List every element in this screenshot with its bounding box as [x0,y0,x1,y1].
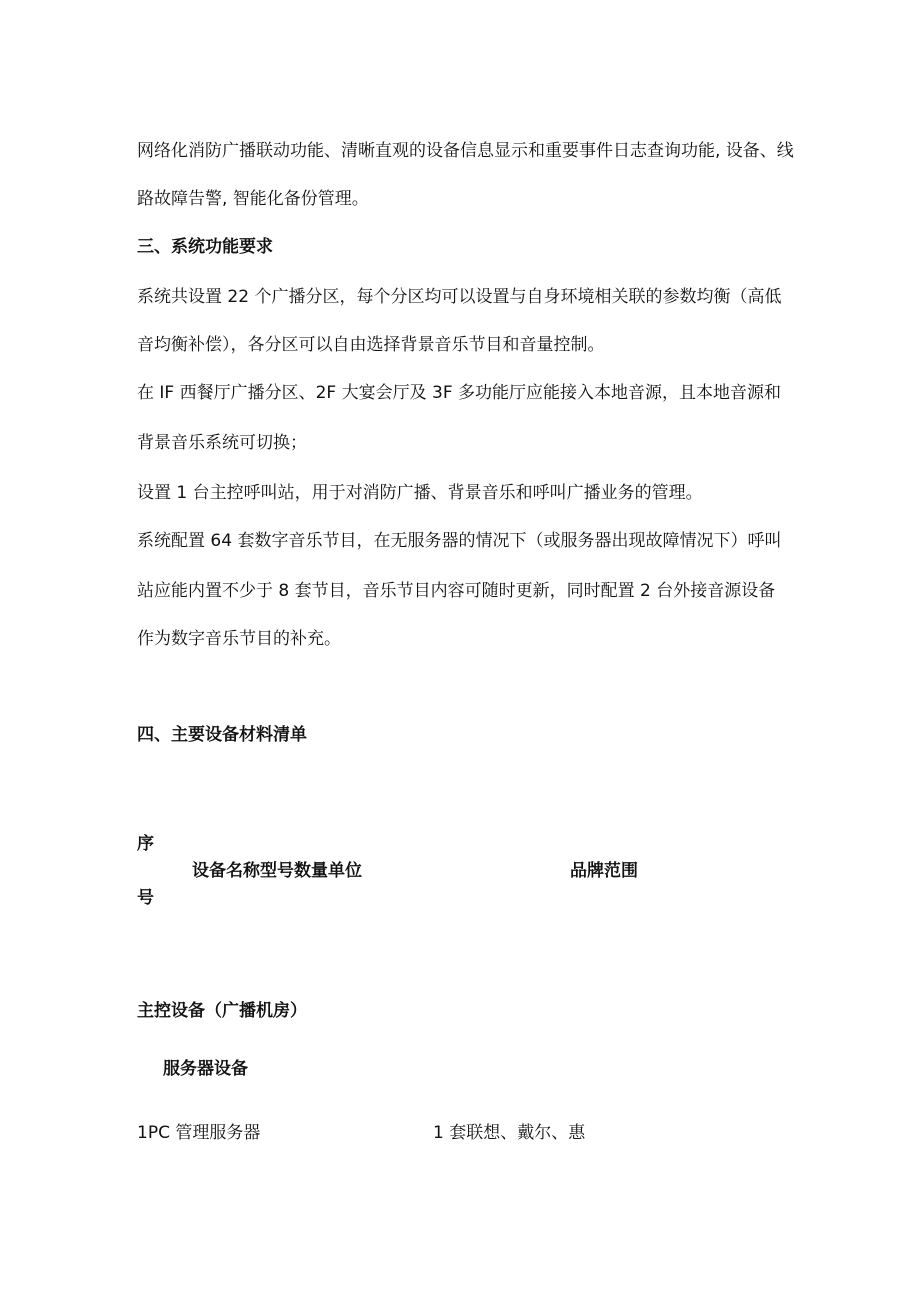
row-quantity-brand: 1 套联想、戴尔、惠 [433,1123,586,1143]
intro-line-2: 路故障告警, 智能化备份管理。 [137,189,369,209]
section-3-line-7: 站应能内置不少于 8 套节目，音乐节目内容可随时更新，同时配置 2 台外接音源设备 [137,581,776,601]
section-3-line-8: 作为数字音乐节目的补充。 [137,629,341,649]
section-3-line-5: 设置 1 台主控呼叫站，用于对消防广播、背景音乐和呼叫广播业务的管理。 [137,483,703,503]
section-3-line-1: 系统共设置 22 个广播分区，每个分区均可以设置与自身环境相关联的参数均衡（高低 [137,287,782,307]
header-seq-line-1: 序 [137,834,154,854]
row-item-name: 1PC 管理服务器 [137,1123,261,1143]
section-3-line-4: 背景音乐系统可切换； [137,433,307,453]
subgroup-title: 服务器设备 [163,1059,248,1079]
section-3-line-2: 音均衡补偿），各分区可以自由选择背景音乐节目和音量控制。 [137,335,605,355]
section-3-line-3: 在 IF 西餐厅广播分区、2F 大宴会厅及 3F 多功能厅应能接入本地音源，且本地音源和 [137,383,781,403]
group-title: 主控设备（广播机房） [137,1001,307,1021]
header-seq-line-2: 号 [137,888,154,908]
intro-line-1: 网络化消防广播联动功能、清晰直观的设备信息显示和重要事件日志查询功能, 设备、线 [137,141,794,161]
section-4-title: 四、主要设备材料清单 [137,725,307,745]
section-3-line-6: 系统配置 64 套数字音乐节目，在无服务器的情况下（或服务器出现故障情况下）呼叫 [137,531,782,551]
section-3-title: 三、系统功能要求 [137,237,273,257]
header-brand: 品牌范围 [570,861,638,881]
header-columns: 设备名称型号数量单位 [192,861,362,881]
